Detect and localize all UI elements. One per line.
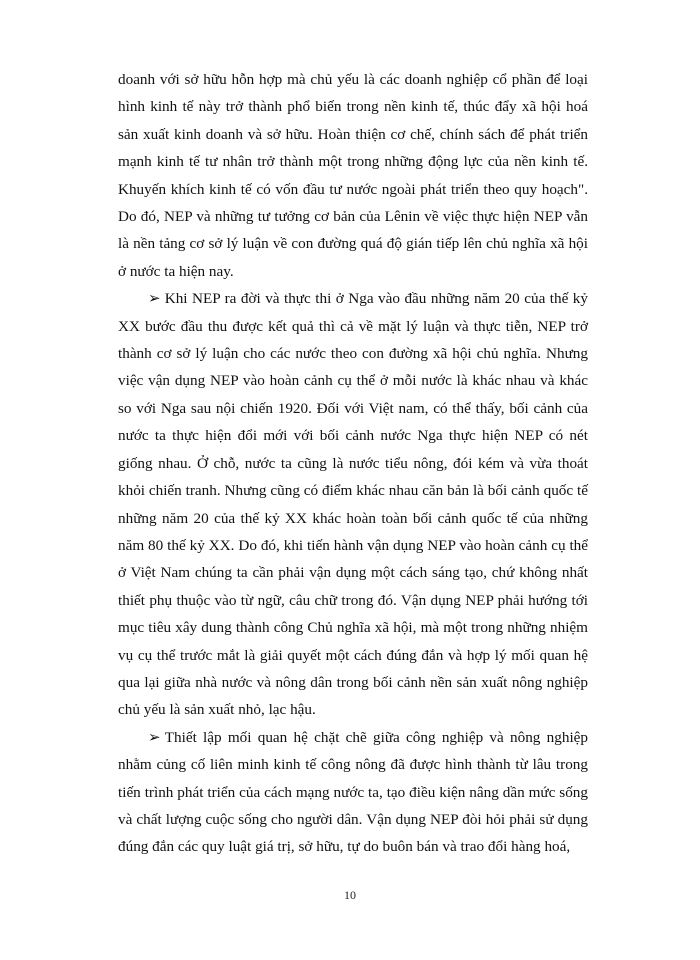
paragraph-2-text: Khi NEP ra đời và thực thi ở Nga vào đầu những năm 20 của thế kỷ XX bước đầu thu được kết quả thì cả về mặt lý luận và thực tiễn, NEP trở thành cơ sở lý luận cho các nước theo con đường xã hội chủ nghĩa. Nhưng việc vận dụng NEP vào hoàn cảnh cụ thể ở mỗi nước là khác nhau và khác so với Nga sau nội chiến 1920. Đối với Việt nam, có thể thấy, bối cảnh của nước ta thực hiện đổi mới với bối cảnh nước Nga thực hiện NEP có nét giống nhau. Ở chỗ, nước ta cũng là nước tiểu nông, đói kém và vừa thoát khỏi chiến tranh. Nhưng cũng có điểm khác nhau căn bản là bối cảnh quốc tế những năm 20 của thế kỷ XX khác hoàn toàn bối cảnh quốc tế của những năm 80 thế kỷ XX. Do đó, khi tiến hành vận dụng NEP vào hoàn cảnh cụ thể ở Việt Nam chúng ta cần phải vận dụng một cách sáng tạo, chứ không nhất thiết phụ thuộc vào từ ngữ, câu chữ trong đó. Vận dụng NEP phải hướng tới mục tiêu xây dung thành công Chủ nghĩa xã hội, mà một trong những nhiệm vụ cụ thể trước mắt là giải quyết một cách đúng đắn và hợp lý mối quan hệ qua lại giữa nhà nước và nông dân trong bối cảnh nền sản xuất nông nghiệp chủ yếu là sản xuất nhỏ, lạc hậu. [118,290,588,719]
body-text [118,66,588,861]
arrow-bullet-icon: ➢ [148,290,161,308]
page-number: 10 [344,888,356,902]
arrow-bullet-icon: ➢ [148,728,161,746]
paragraph-1 [118,66,588,285]
paragraph-3-text: Thiết lập mối quan hệ chặt chẽ giữa công nghiệp và nông nghiệp nhằm củng cố liên minh kinh tế công nông đã được hình thành từ lâu trong tiến trình phát triển của cách mạng nước ta, tạo điều kiện nâng dần mức sống và chất lượng cuộc sống cho người dân. Vận dụng NEP đòi hỏi phải sử dụng đúng đắn các quy luật giá trị, sở hữu, tự do buôn bán và trao đổi hàng hoá, [118,728,588,856]
paragraph-2 [118,285,588,724]
paragraph-3 [118,724,588,861]
paragraph-1-text: doanh với sở hữu hỗn hợp mà chủ yếu là các doanh nghiệp cổ phần để loại hình kinh tế này trở thành phổ biến trong nền kinh tế, thúc đẩy xã hội hoá sản xuất kinh doanh và sở hữu. Hoàn thiện cơ chế, chính sách để phát triển mạnh kinh tế tư nhân trở thành một trong những động lực của nền kinh tế. Khuyến khích kinh tế có vốn đầu tư nước ngoài phát triển theo quy hoạch". Do đó, NEP và những tư tưởng cơ bản của Lênin về việc thực hiện NEP vẫn là nền tảng cơ sở lý luận về con đường quá độ gián tiếp lên chủ nghĩa xã hội ở nước ta hiện nay. [118,71,588,280]
